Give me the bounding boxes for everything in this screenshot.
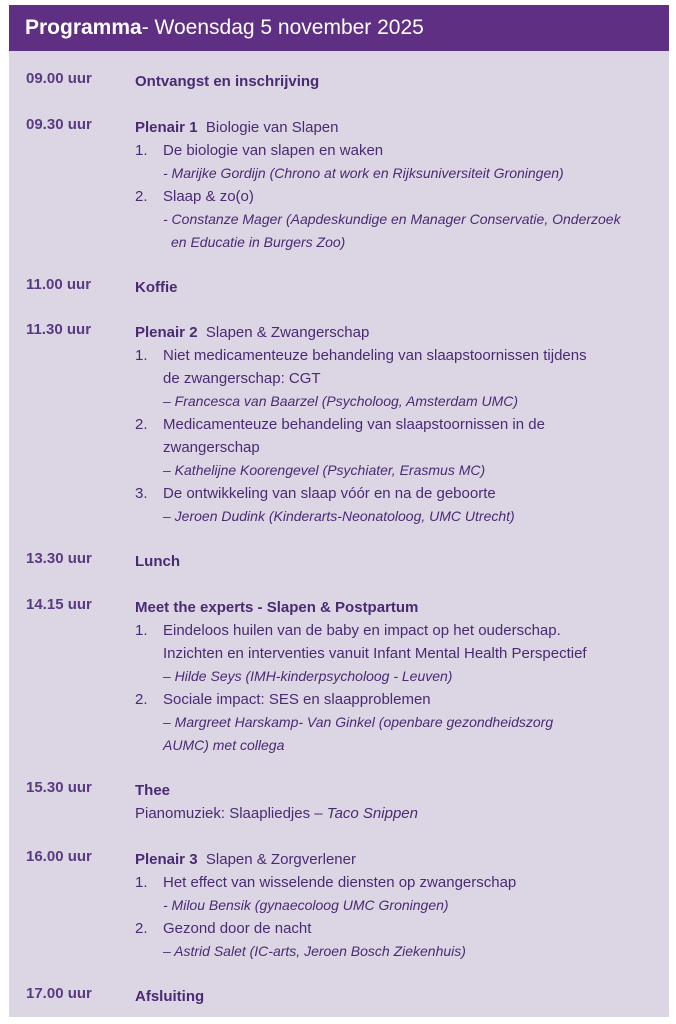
item-text: Het effect van wisselende diensten op zwangerschap: [163, 874, 517, 891]
session-time: 15.30 uur: [26, 779, 92, 796]
header-title-date: - Woensdag 5 november 2025: [141, 16, 424, 39]
session-time: 11.30 uur: [26, 321, 92, 338]
item-speaker: – Astrid Salet (IC-arts, Jeroen Bosch Ziekenhuis): [163, 943, 466, 959]
item-number: 3.: [135, 485, 148, 502]
item-number: 1.: [135, 622, 148, 639]
session-title: Meet the experts - Slapen & Postpartum: [135, 599, 419, 616]
item-number: 1.: [135, 142, 148, 159]
list-item: [135, 619, 655, 688]
item-speaker-cont: en Educatie in Burgers Zoo): [171, 234, 346, 250]
list-item: [135, 139, 655, 185]
session-time: 14.15 uur: [26, 596, 92, 613]
program-header: [9, 5, 669, 51]
session-title: Lunch: [135, 553, 180, 570]
item-speaker: - Milou Bensik (gynaecoloog UMC Groningen): [163, 897, 449, 913]
item-speaker: – Margreet Harskamp- Van Ginkel (openbare gezondheidszorg: [163, 714, 554, 730]
session-note-performer: Taco Snippen: [326, 805, 418, 822]
session-title: Plenair 1: [135, 119, 198, 136]
item-text: De ontwikkeling van slaap vóór en na de geboorte: [163, 485, 496, 502]
item-number: 2.: [135, 920, 148, 937]
list-item: [135, 413, 655, 482]
item-text-cont: zwangerschap: [163, 439, 260, 456]
session-note: Pianomuziek: Slaapliedjes –: [135, 805, 327, 822]
item-text-cont: de zwangerschap: CGT: [163, 370, 321, 387]
item-number: 1.: [135, 874, 148, 891]
list-item: [135, 482, 655, 528]
list-item: [135, 185, 655, 254]
session-title: Afsluiting: [135, 988, 205, 1005]
item-speaker: – Francesca van Baarzel (Psycholoog, Amsterdam UMC): [163, 393, 519, 409]
item-text: Slaap & zo(o): [163, 188, 254, 205]
item-text: Medicamenteuze behandeling van slaapstoornissen in de: [163, 416, 545, 433]
session-subtitle: Slapen & Zwangerschap: [205, 324, 370, 341]
session-time: 09.30 uur: [26, 116, 92, 133]
item-number: 2.: [135, 416, 148, 433]
session-title: Plenair 3: [135, 851, 198, 868]
item-number: 2.: [135, 188, 148, 205]
item-text: Eindeloos huilen van de baby en impact op het ouderschap.: [163, 622, 561, 639]
session-subtitle: Slapen & Zorgverlener: [205, 851, 356, 868]
session-title: Ontvangst en inschrijving: [135, 73, 320, 90]
session-time: 16.00 uur: [26, 848, 92, 865]
session-title: Koffie: [135, 279, 178, 296]
session-time: 09.00 uur: [26, 70, 92, 87]
session-title: Thee: [135, 782, 171, 799]
item-text: Sociale impact: SES en slaapproblemen: [163, 691, 431, 708]
item-speaker-cont: AUMC) met collega: [163, 737, 285, 753]
header-title-bold: Programma: [25, 16, 142, 39]
item-number: 2.: [135, 691, 148, 708]
session-time: 13.30 uur: [26, 550, 92, 567]
session-subtitle: Biologie van Slapen: [205, 119, 339, 136]
item-speaker: – Jeroen Dudink (Kinderarts-Neonatoloog, UMC Utrecht): [163, 508, 515, 524]
session-title: Plenair 2: [135, 324, 198, 341]
item-speaker: - Marijke Gordijn (Chrono at work en Rijksuniversiteit Groningen): [163, 165, 564, 181]
session-time: 17.00 uur: [26, 985, 92, 1002]
list-item: [135, 344, 655, 413]
list-item: [135, 688, 655, 757]
program-card: [9, 5, 669, 1017]
item-speaker: - Constanze Mager (Aapdeskundige en Manager Conservatie, Onderzoek: [163, 211, 621, 227]
item-speaker: – Kathelijne Koorengevel (Psychiater, Erasmus MC): [163, 462, 486, 478]
item-number: 1.: [135, 347, 148, 364]
session-time: 11.00 uur: [26, 276, 92, 293]
item-text: De biologie van slapen en waken: [163, 142, 384, 159]
item-text-cont: Inzichten en interventies vanuit Infant Mental Health Perspectief: [163, 645, 587, 662]
list-item: [135, 871, 655, 917]
list-item: [135, 917, 655, 963]
item-text: Niet medicamenteuze behandeling van slaapstoornissen tijdens: [163, 347, 587, 364]
item-text: Gezond door de nacht: [163, 920, 312, 937]
item-speaker: – Hilde Seys (IMH-kinderpsycholoog - Leuven): [163, 668, 453, 684]
